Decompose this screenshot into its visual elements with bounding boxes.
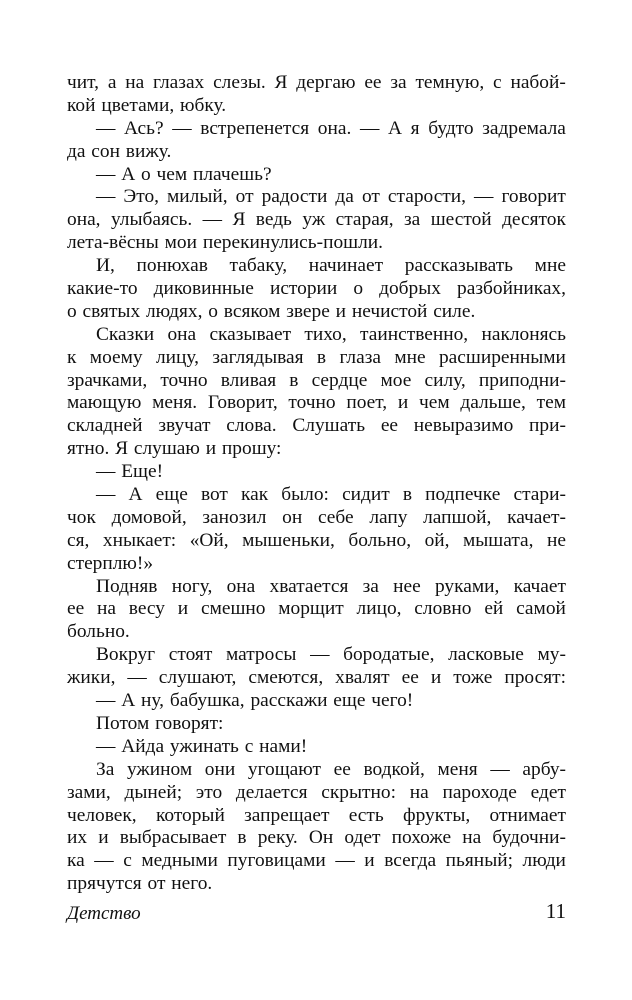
text-line: Вокруг стоят матросы — бородатые, ласковые му- xyxy=(96,644,566,666)
text-line: — Ась? — встрепенется она. — А я будто задремала xyxy=(96,117,566,139)
text-line: Потом говорят: xyxy=(96,712,224,734)
text-line: прячутся от него. xyxy=(67,873,213,895)
text-line: — А о чем плачешь? xyxy=(96,163,272,185)
text-line: стерплю!» xyxy=(67,552,154,574)
text-line: — Айда ужинать с нами! xyxy=(96,735,308,757)
text-line: их и выбрасывает в реку. Он одет похоже на будочни- xyxy=(67,827,566,849)
text-line: За ужином они угощают ее водкой, меня — арбу- xyxy=(96,758,566,780)
book-page-body xyxy=(67,72,566,896)
text-line: — Еще! xyxy=(96,461,164,483)
text-line: зрачками, точно вливая в сердце мое силу, приподни- xyxy=(67,369,566,391)
text-line: — А еще вот как было: сидит в подпечке стари- xyxy=(96,484,566,506)
text-line: И, понюхав табаку, начинает рассказывать мне xyxy=(96,255,566,277)
text-line: ее на весу и смешно морщит лицо, словно ей самой xyxy=(67,598,566,620)
page-number: 11 xyxy=(545,899,566,923)
text-line: кой цветами, юбку. xyxy=(67,94,227,116)
text-line: мающую меня. Говорит, точно поет, и чем дальше, тем xyxy=(67,392,566,414)
text-line: жики, — слушают, смеются, хвалят ее и тоже просят: xyxy=(67,667,566,689)
text-line: чит, а на глазах слезы. Я дергаю ее за темную, с набой- xyxy=(67,72,566,93)
text-line: к моему лицу, заглядывая в глаза мне расширенными xyxy=(67,346,566,368)
text-line: человек, который запрещает есть фрукты, отнимает xyxy=(67,804,566,826)
text-line: Подняв ногу, она хватается за нее руками, качает xyxy=(96,575,566,597)
text-line: лета-вёсны мои перекинулись-пошли. xyxy=(67,232,383,254)
text-line: Сказки она сказывает тихо, таинственно, наклонясь xyxy=(96,323,566,345)
text-line: да сон вижу. xyxy=(67,140,172,162)
text-line: ятно. Я слушаю и прошу: xyxy=(67,438,282,460)
running-title: Детство xyxy=(67,903,141,924)
text-line: больно. xyxy=(67,621,130,643)
text-line: ка — с медными пуговицами — и всегда пьяный; люди xyxy=(67,850,566,872)
text-line: зами, дыней; это делается скрытно: на пароходе едет xyxy=(67,781,566,803)
text-line: — Это, милый, от радости да от старости, — говорит xyxy=(96,186,566,208)
text-line: чок домовой, занозил он себе лапу лапшой, качает- xyxy=(67,506,566,528)
text-line: она, улыбаясь. — Я ведь уж старая, за шестой десяток xyxy=(67,209,566,231)
text-line: — А ну, бабушка, расскажи еще чего! xyxy=(96,690,414,712)
text-line: о святых людях, о всяком звере и нечистой силе. xyxy=(67,300,476,322)
text-line: какие-то диковинные истории о добрых разбойниках, xyxy=(67,278,566,300)
text-line: складней звучат слова. Слушать ее невыразимо при- xyxy=(67,415,566,437)
text-line: ся, хныкает: «Ой, мышеньки, больно, ой, мышата, не xyxy=(67,529,566,551)
